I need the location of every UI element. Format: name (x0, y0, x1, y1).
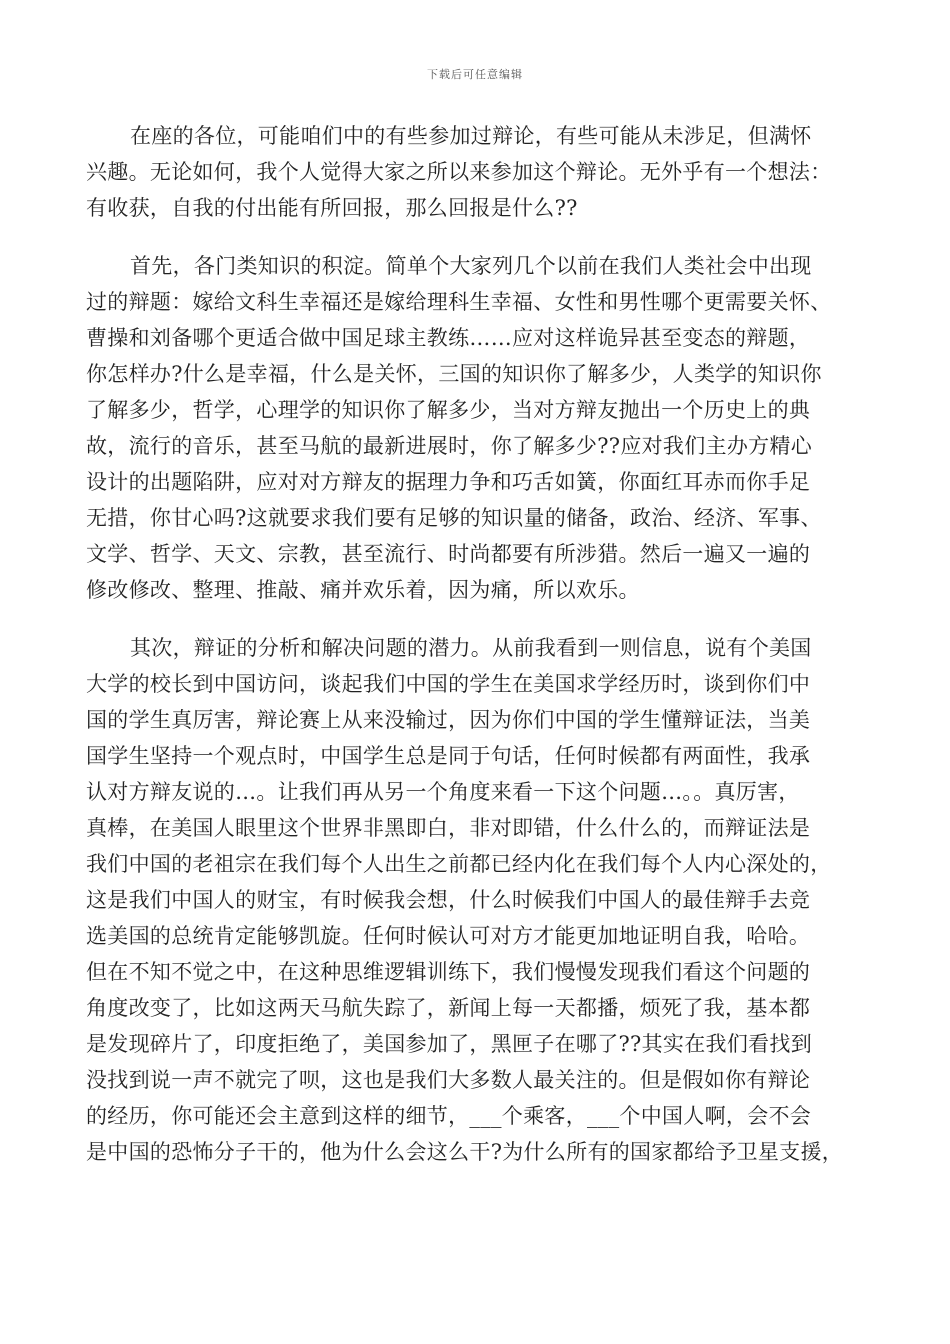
text-line: 文学、哲学、天文、宗教，甚至流行、时尚都要有所涉猎。然后一遍又一遍的 (86, 542, 811, 566)
text-line: 大学的校长到中国访问，谈起我们中国的学生在美国求学经历时，谈到你们中 (86, 672, 811, 696)
paragraph-2 (86, 248, 870, 608)
text-line: 了解多少，哲学，心理学的知识你了解多少，当对方辩友抛出一个历史上的典 (86, 398, 811, 422)
text-line: 有收获，自我的付出能有所回报，那么回报是什么?? (86, 196, 578, 220)
text-line: 兴趣。无论如何，我个人觉得大家之所以来参加这个辩论。无外乎有一个想法： (86, 160, 832, 184)
text-line: 这是我们中国人的财宝，有时候我会想，什么时候我们中国人的最佳辩手去竞 (86, 888, 811, 912)
text-line: 故，流行的音乐，甚至马航的最新进展时，你了解多少??应对我们主办方精心 (86, 434, 813, 458)
text-line: 认对方辩友说的…。让我们再从另一个角度来看一下这个问题…。。真厉害， (86, 780, 800, 804)
text-line: 其次，辩证的分析和解决问题的潜力。从前我看到一则信息，说有个美国 (130, 636, 812, 660)
page-header: 下载后可任意编辑 (427, 68, 523, 81)
text-line: 真棒，在美国人眼里这个世界非黑即白，非对即错，什么什么的，而辩证法是 (86, 816, 811, 840)
text-line: 角度改变了，比如这两天马航失踪了，新闻上每一天都播，烦死了我，基本都 (86, 996, 811, 1020)
text-line: 的经历，你可能还会主意到这样的细节，___个乘客，___个中国人啊，会不会 (86, 1104, 812, 1128)
document-body (86, 118, 870, 1170)
text-line: 在座的各位，可能咱们中的有些参加过辩论，有些可能从未涉足，但满怀 (130, 124, 812, 148)
text-line: 过的辩题：嫁给文科生幸福还是嫁给理科生幸福、女性和男性哪个更需要关怀、 (86, 290, 832, 314)
text-line: 首先，各门类知识的积淀。简单个大家列几个以前在我们人类社会中出现 (130, 254, 812, 278)
text-line: 无措，你甘心吗?这就要求我们要有足够的知识量的储备，政治、经济、军事、 (86, 506, 822, 530)
text-line: 国学生坚持一个观点时，中国学生总是同于句话，任何时候都有两面性，我承 (86, 744, 811, 768)
text-line: 国的学生真厉害，辩论赛上从来没输过，因为你们中国的学生懂辩证法，当美 (86, 708, 811, 732)
text-line: 是中国的恐怖分子干的，他为什么会这么干?为什么所有的国家都给予卫星支援， (86, 1140, 844, 1164)
text-line: 我们中国的老祖宗在我们每个人出生之前都已经内化在我们每个人内心深处的， (86, 852, 832, 876)
text-line: 但在不知不觉之中，在这种思维逻辑训练下，我们慢慢发现我们看这个问题的 (86, 960, 811, 984)
text-line: 选美国的总统肯定能够凯旋。任何时候认可对方才能更加地证明自我，哈哈。 (86, 924, 811, 948)
text-line: 你怎样办?什么是幸福，什么是关怀，三国的知识你了解多少，人类学的知识你 (86, 362, 822, 386)
text-line: 是发现碎片了，印度拒绝了，美国参加了，黑匣子在哪了??其实在我们看找到 (86, 1032, 813, 1056)
paragraph-1 (86, 118, 870, 226)
paragraph-3 (86, 630, 870, 1170)
text-line: 修改修改、整理、推敲、痛并欢乐着，因为痛，所以欢乐。 (86, 578, 640, 602)
text-line: 曹操和刘备哪个更适合做中国足球主教练……应对这样诡异甚至变态的辩题， (86, 326, 811, 350)
text-line: 设计的出题陷阱，应对对方辩友的据理力争和巧舌如簧，你面红耳赤而你手足 (86, 470, 811, 494)
text-line: 没找到说一声不就完了呗，这也是我们大多数人最关注的。但是假如你有辩论 (86, 1068, 811, 1092)
